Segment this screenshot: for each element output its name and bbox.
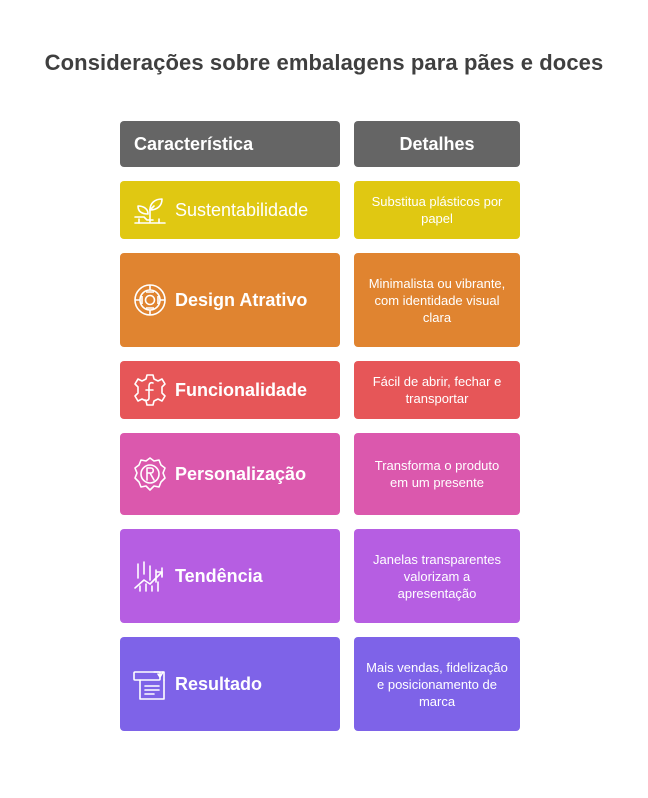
detail-funcionalidade [354, 361, 520, 419]
row-label: Resultado [175, 673, 263, 694]
eco-sprout-icon [132, 192, 168, 228]
detail-sustentabilidade [354, 181, 520, 239]
registered-badge-icon [132, 456, 168, 492]
detail-text: Minimalista ou vibrante, com identidade visual clara [368, 275, 506, 325]
checklist-document-icon [132, 666, 168, 702]
detail-tendencia [354, 529, 520, 623]
row-personalizacao [120, 433, 340, 515]
row-label: Design Atrativo [175, 289, 308, 310]
detail-design-atrativo [354, 253, 520, 347]
detail-text: Transforma o produto em um presente [374, 458, 500, 490]
detail-text: Fácil de abrir, fechar e transportar [372, 374, 502, 406]
detail-personalizacao [354, 433, 520, 515]
row-label: Sustentabilidade [175, 199, 309, 220]
row-tendencia [120, 529, 340, 623]
row-sustentabilidade [120, 181, 340, 239]
row-resultado [120, 637, 340, 731]
row-funcionalidade [120, 361, 340, 419]
row-design-atrativo [120, 253, 340, 347]
detail-resultado [354, 637, 520, 731]
detail-text: Mais vendas, fidelização e posicionamento de marca [366, 659, 508, 709]
row-label: Personalização [175, 463, 307, 484]
detail-text: Janelas transparentes valorizam a apresentação [373, 551, 501, 601]
row-label: Tendência [175, 565, 263, 586]
page-title: Considerações sobre embalagens para pães e doces [44, 50, 604, 75]
detail-text: Substitua plásticos por papel [371, 194, 503, 226]
design-target-icon [132, 282, 168, 318]
header-caracteristica: Característica [120, 121, 340, 167]
trend-chart-icon [132, 558, 168, 594]
function-gear-icon [132, 372, 168, 408]
row-label: Funcionalidade [175, 379, 308, 400]
header-detalhes: Detalhes [354, 121, 520, 167]
